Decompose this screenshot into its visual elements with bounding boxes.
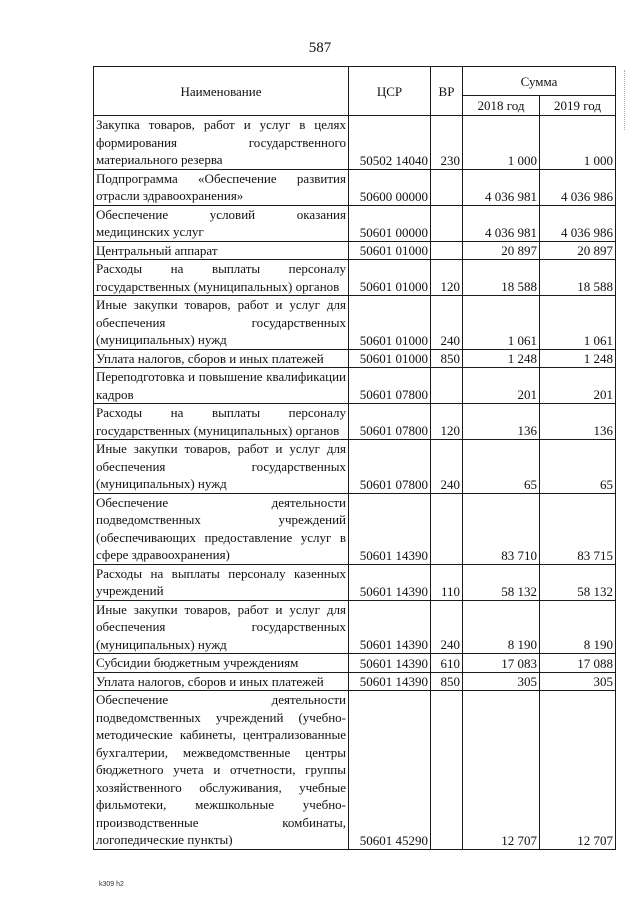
table-row — [94, 169, 616, 205]
row-name: Обеспечение условий оказания медицинских услуг — [94, 205, 349, 241]
row-sum-2018: 8 190 — [463, 600, 540, 654]
table-row — [94, 260, 616, 296]
row-vr: 240 — [431, 440, 463, 494]
row-csr: 50601 14390 — [349, 493, 431, 564]
row-vr: 230 — [431, 116, 463, 170]
row-sum-2019: 65 — [540, 440, 616, 494]
row-csr: 50601 01000 — [349, 296, 431, 350]
row-vr — [431, 368, 463, 404]
row-csr: 50601 14390 — [349, 564, 431, 600]
row-csr: 50601 45290 — [349, 691, 431, 850]
row-csr: 50600 00000 — [349, 169, 431, 205]
table-row — [94, 404, 616, 440]
table-row — [94, 349, 616, 368]
row-sum-2018: 1 061 — [463, 296, 540, 350]
row-name: Обеспечение деятельности подведомственных учреждений (обеспечивающих предоставление услуг в сфере здравоохранения) — [94, 493, 349, 564]
row-sum-2019: 136 — [540, 404, 616, 440]
row-sum-2019: 4 036 986 — [540, 169, 616, 205]
table-row — [94, 116, 616, 170]
row-vr: 850 — [431, 672, 463, 691]
row-vr: 120 — [431, 260, 463, 296]
row-csr: 50502 14040 — [349, 116, 431, 170]
row-sum-2018: 65 — [463, 440, 540, 494]
row-csr: 50601 14390 — [349, 654, 431, 673]
table-row — [94, 654, 616, 673]
row-vr: 610 — [431, 654, 463, 673]
row-vr: 240 — [431, 600, 463, 654]
row-sum-2019: 18 588 — [540, 260, 616, 296]
row-sum-2018: 4 036 981 — [463, 169, 540, 205]
budget-table — [93, 66, 616, 850]
row-name: Закупка товаров, работ и услуг в целях формирования государственного материального резерва — [94, 116, 349, 170]
row-vr: 120 — [431, 404, 463, 440]
row-sum-2018: 83 710 — [463, 493, 540, 564]
row-sum-2019: 8 190 — [540, 600, 616, 654]
row-vr: 240 — [431, 296, 463, 350]
table-row — [94, 564, 616, 600]
row-csr: 50601 01000 — [349, 260, 431, 296]
row-name: Иные закупки товаров, работ и услуг для обеспечения государственных (муниципальных) нужд — [94, 296, 349, 350]
header-year-2018: 2018 год — [463, 96, 540, 116]
margin-mark — [624, 70, 633, 130]
header-vr: ВР — [431, 67, 463, 116]
row-sum-2018: 17 083 — [463, 654, 540, 673]
row-name: Подпрограмма «Обеспечение развития отрасли здравоохранения» — [94, 169, 349, 205]
row-sum-2018: 20 897 — [463, 241, 540, 260]
footer-code: k309 h2 — [99, 881, 124, 888]
row-sum-2019: 201 — [540, 368, 616, 404]
row-sum-2018: 58 132 — [463, 564, 540, 600]
row-vr: 110 — [431, 564, 463, 600]
row-sum-2019: 1 000 — [540, 116, 616, 170]
row-vr — [431, 241, 463, 260]
table-row — [94, 493, 616, 564]
header-sum: Сумма — [463, 67, 616, 96]
row-sum-2018: 136 — [463, 404, 540, 440]
table-row — [94, 241, 616, 260]
row-vr — [431, 169, 463, 205]
table-row — [94, 691, 616, 850]
row-name: Расходы на выплаты персоналу государственных (муниципальных) органов — [94, 260, 349, 296]
row-sum-2019: 83 715 — [540, 493, 616, 564]
row-name: Расходы на выплаты персоналу государственных (муниципальных) органов — [94, 404, 349, 440]
header-year-2019: 2019 год — [540, 96, 616, 116]
row-csr: 50601 00000 — [349, 205, 431, 241]
row-vr — [431, 205, 463, 241]
table-row — [94, 368, 616, 404]
page-number: 587 — [308, 40, 332, 56]
row-sum-2019: 17 088 — [540, 654, 616, 673]
row-name: Переподготовка и повышение квалификации кадров — [94, 368, 349, 404]
table-row — [94, 600, 616, 654]
header-row — [94, 67, 616, 96]
row-sum-2018: 201 — [463, 368, 540, 404]
row-name: Уплата налогов, сборов и иных платежей — [94, 349, 349, 368]
row-name: Иные закупки товаров, работ и услуг для обеспечения государственных (муниципальных) нужд — [94, 440, 349, 494]
row-sum-2019: 4 036 986 — [540, 205, 616, 241]
row-sum-2018: 1 248 — [463, 349, 540, 368]
table-row — [94, 205, 616, 241]
row-name: Расходы на выплаты персоналу казенных учреждений — [94, 564, 349, 600]
row-csr: 50601 01000 — [349, 349, 431, 368]
row-csr: 50601 07800 — [349, 404, 431, 440]
row-csr: 50601 07800 — [349, 368, 431, 404]
row-csr: 50601 01000 — [349, 241, 431, 260]
row-name: Центральный аппарат — [94, 241, 349, 260]
row-name: Обеспечение деятельности подведомственных учреждений (учебно-методические кабинеты, централизованные бухгалтерии, межведомственные центры бюджетного учета и отчетности, группы хозяйственного обслуживания, учебные фильмотеки, межшкольные учебно-производственные комбинаты, логопедические пункты) — [94, 691, 349, 850]
row-sum-2019: 20 897 — [540, 241, 616, 260]
row-vr: 850 — [431, 349, 463, 368]
row-sum-2018: 4 036 981 — [463, 205, 540, 241]
header-csr: ЦСР — [349, 67, 431, 116]
row-vr — [431, 493, 463, 564]
table-row — [94, 296, 616, 350]
row-sum-2018: 18 588 — [463, 260, 540, 296]
row-sum-2019: 305 — [540, 672, 616, 691]
table-row — [94, 672, 616, 691]
row-sum-2019: 12 707 — [540, 691, 616, 850]
row-csr: 50601 14390 — [349, 672, 431, 691]
table-row — [94, 440, 616, 494]
row-sum-2018: 12 707 — [463, 691, 540, 850]
row-name: Уплата налогов, сборов и иных платежей — [94, 672, 349, 691]
row-vr — [431, 691, 463, 850]
row-sum-2019: 1 061 — [540, 296, 616, 350]
row-sum-2018: 1 000 — [463, 116, 540, 170]
row-name: Иные закупки товаров, работ и услуг для обеспечения государственных (муниципальных) нужд — [94, 600, 349, 654]
row-sum-2019: 1 248 — [540, 349, 616, 368]
row-name: Субсидии бюджетным учреждениям — [94, 654, 349, 673]
row-csr: 50601 07800 — [349, 440, 431, 494]
row-csr: 50601 14390 — [349, 600, 431, 654]
row-sum-2019: 58 132 — [540, 564, 616, 600]
row-sum-2018: 305 — [463, 672, 540, 691]
header-name: Наименование — [94, 67, 349, 116]
